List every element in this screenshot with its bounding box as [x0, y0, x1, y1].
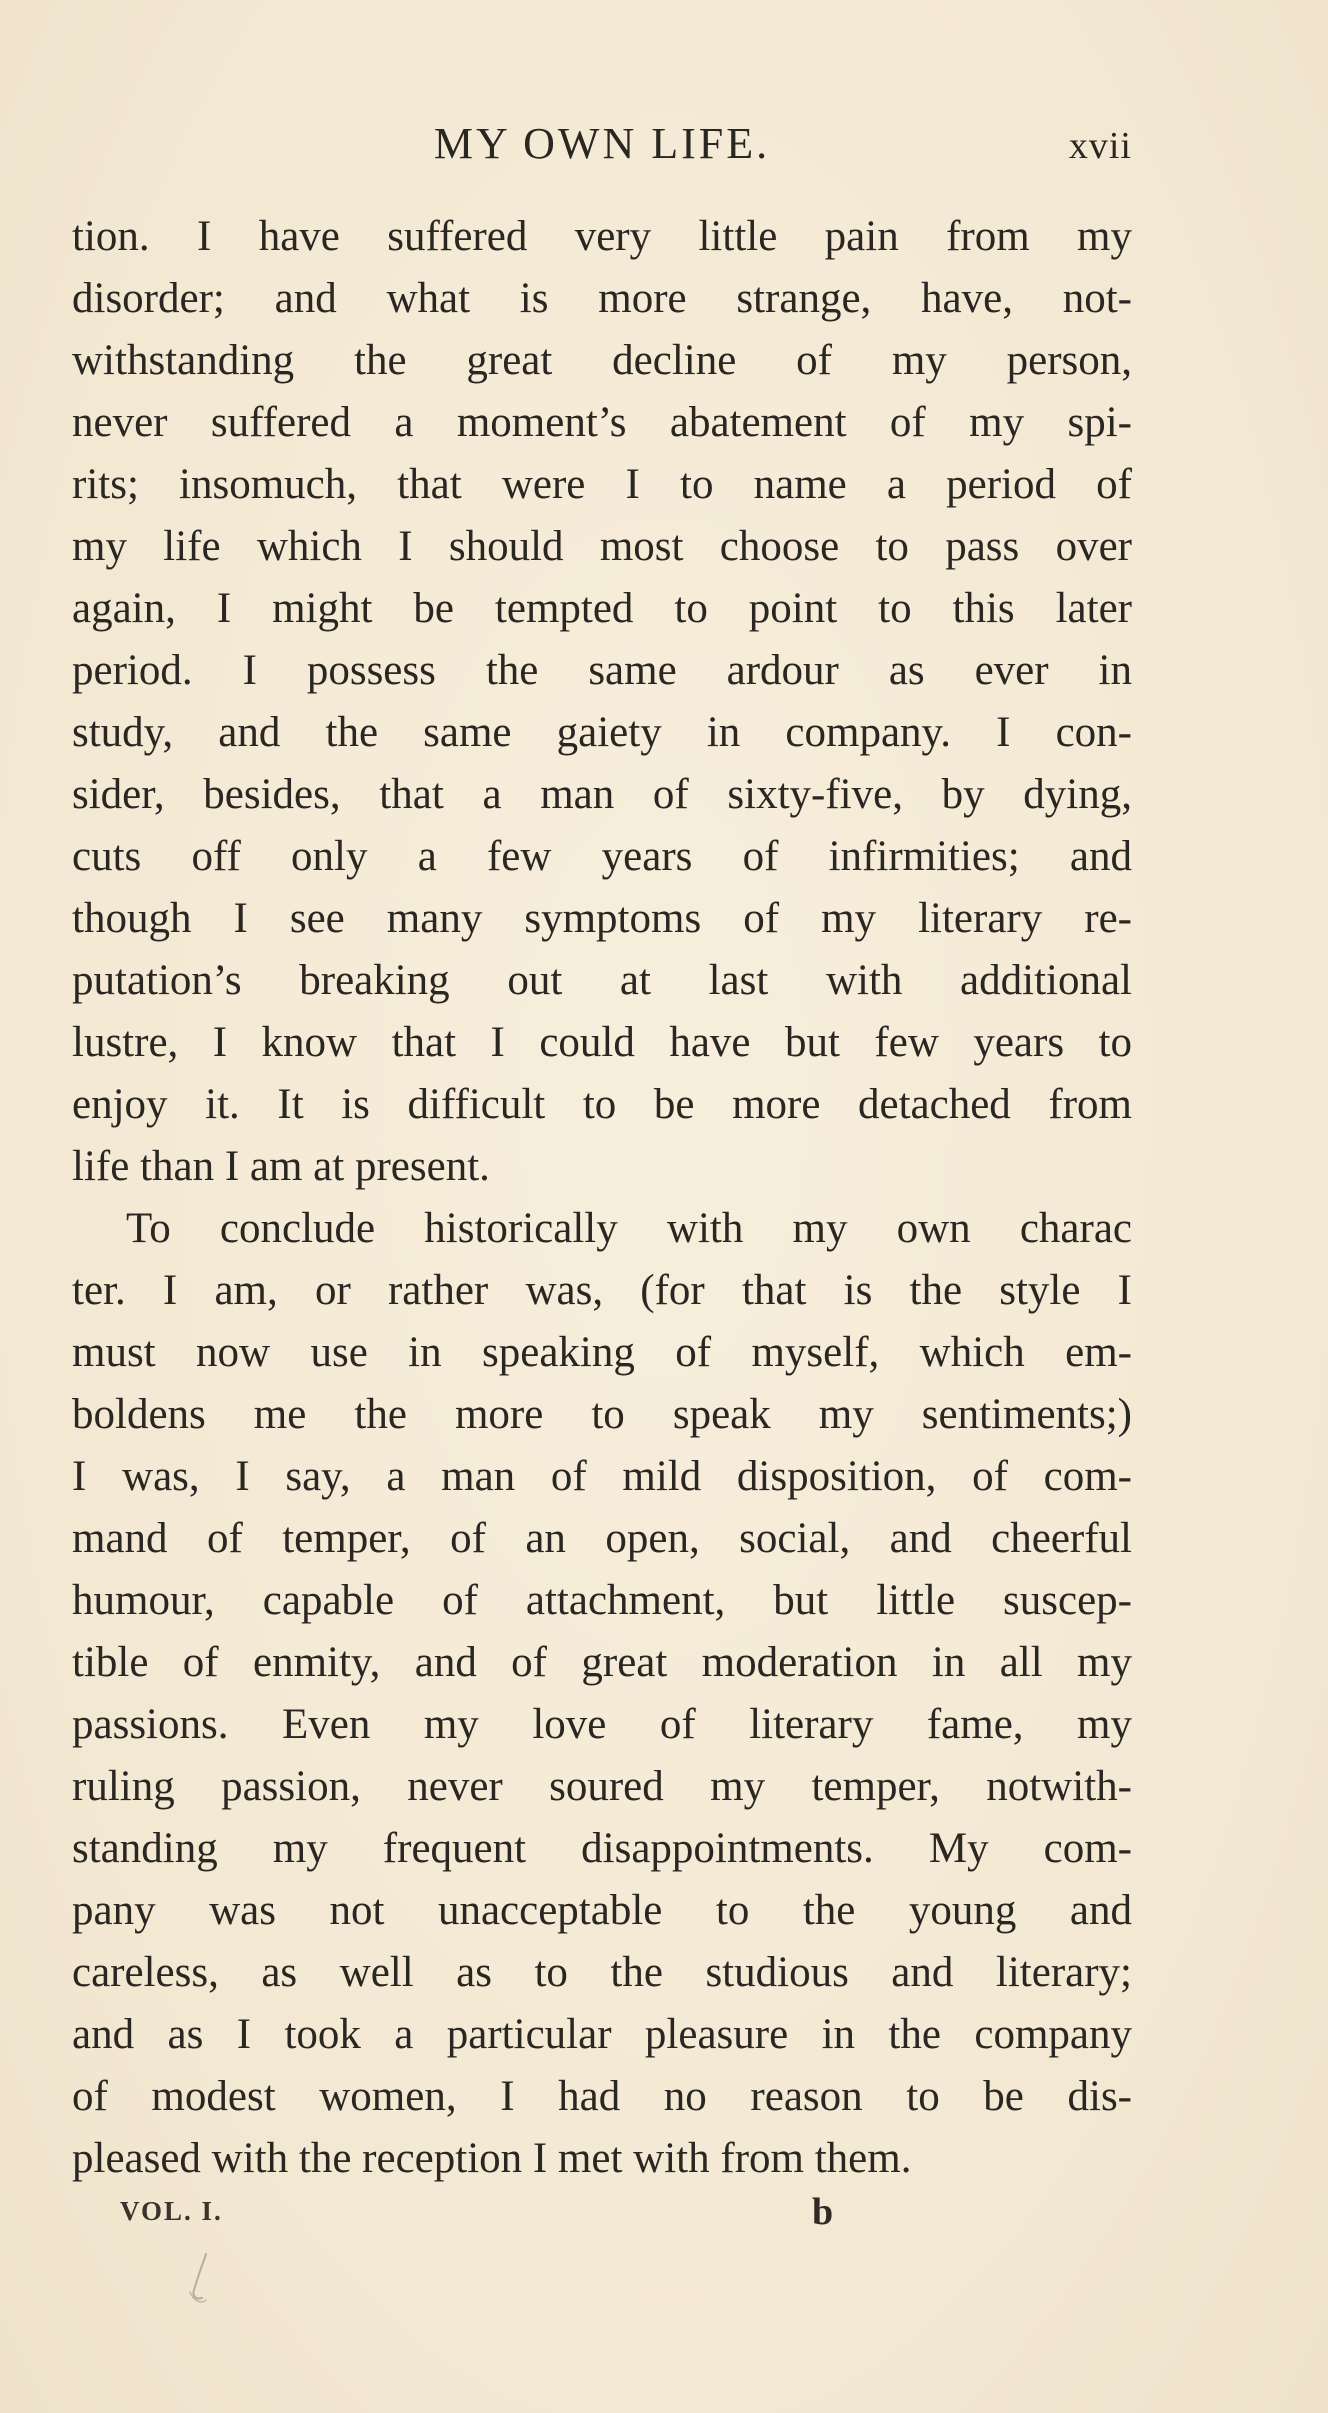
volume-signature: VOL. I.	[120, 2196, 223, 2226]
text-line: putation’s breaking out at last with additional	[72, 957, 1132, 1004]
text-line: study, and the same gaiety in company. I con-	[72, 709, 1132, 756]
text-line: period. I possess the same ardour as ever in	[72, 647, 1132, 694]
text-line: mand of temper, of an open, social, and cheerful	[72, 1515, 1132, 1562]
text-line: standing my frequent disappointments. My com-	[72, 1825, 1132, 1872]
text-line: careless, as well as to the studious and literary;	[72, 1949, 1132, 1996]
text-line: tion. I have suffered very little pain from my	[72, 213, 1132, 260]
page-footer	[72, 2191, 1132, 2246]
text-line-paragraph-end: life than I am at present.	[72, 1143, 490, 1190]
text-line: of modest women, I had no reason to be dis-	[72, 2073, 1132, 2120]
text-line: must now use in speaking of myself, which em-	[72, 1329, 1132, 1376]
running-head	[72, 118, 1132, 178]
text-line: passions. Even my love of literary fame, my	[72, 1701, 1132, 1748]
text-line: I was, I say, a man of mild disposition, of com-	[72, 1453, 1132, 1500]
text-line: enjoy it. It is difficult to be more detached from	[72, 1081, 1132, 1128]
text-line: disorder; and what is more strange, have, not-	[72, 275, 1132, 322]
text-line: lustre, I know that I could have but few years to	[72, 1019, 1132, 1066]
text-line: and as I took a particular pleasure in the company	[72, 2011, 1132, 2058]
text-line: rits; insomuch, that were I to name a period of	[72, 461, 1132, 508]
body-text	[72, 206, 1132, 2190]
text-line: my life which I should most choose to pass over	[72, 523, 1132, 570]
page-number: xvii	[1068, 125, 1132, 167]
text-line-paragraph-start: To conclude historically with my own charac	[126, 1205, 1132, 1252]
text-line: though I see many symptoms of my literary re-	[72, 895, 1132, 942]
text-line: ruling passion, never soured my temper, notwith-	[72, 1763, 1132, 1810]
text-line: withstanding the great decline of my person,	[72, 337, 1132, 384]
text-line: cuts off only a few years of infirmities; and	[72, 833, 1132, 880]
text-line: humour, capable of attachment, but little suscep-	[72, 1577, 1132, 1624]
pencil-mark-icon	[180, 2250, 220, 2315]
text-line: pany was not unacceptable to the young and	[72, 1887, 1132, 1934]
text-line: again, I might be tempted to point to this later	[72, 585, 1132, 632]
text-line: tible of enmity, and of great moderation in all my	[72, 1639, 1132, 1686]
running-title: MY OWN LIFE.	[433, 119, 771, 168]
text-line-page-end: pleased with the reception I met with from them.	[72, 2135, 912, 2182]
text-line: never suffered a moment’s abatement of my spi-	[72, 399, 1132, 446]
gathering-signature: b	[812, 2191, 834, 2233]
text-line: boldens me the more to speak my sentiments;)	[72, 1391, 1132, 1438]
text-line: ter. I am, or rather was, (for that is the style I	[72, 1267, 1132, 1314]
text-line: sider, besides, that a man of sixty-five, by dying,	[72, 771, 1132, 818]
